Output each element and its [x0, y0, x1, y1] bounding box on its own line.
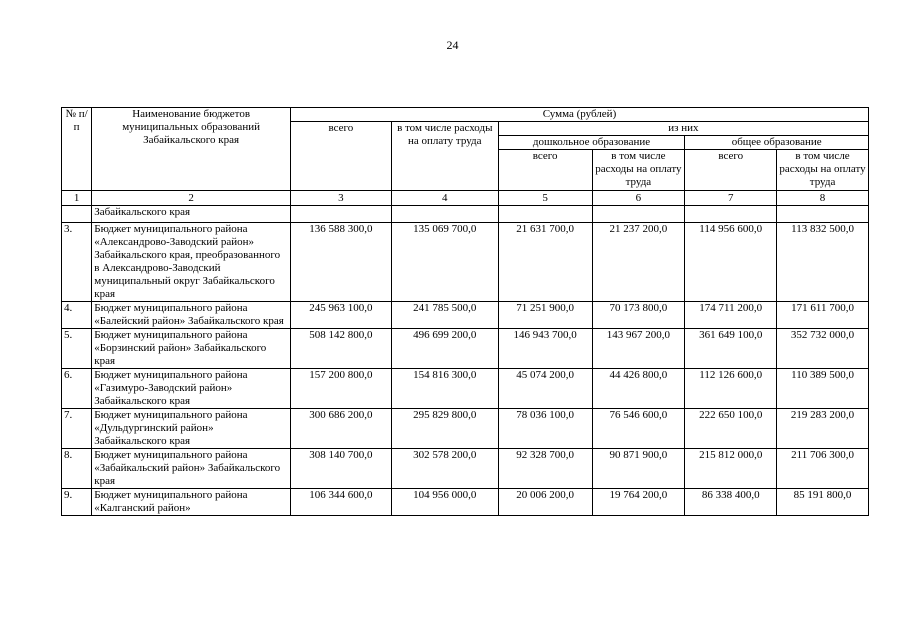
header-number: № п/п: [62, 108, 92, 191]
general-salary-cell: 352 732 000,0: [777, 329, 869, 369]
header-total: всего: [290, 122, 391, 191]
row-number: 3.: [62, 223, 92, 302]
municipality-name: Бюджет муниципального района «Газимуро-Заводский район» Забайкальского края: [92, 369, 291, 409]
column-number: 5: [498, 191, 592, 206]
preschool-total-cell: 78 036 100,0: [498, 409, 592, 449]
preschool-salary-cell: 19 764 200,0: [592, 489, 685, 516]
total-cell: 136 588 300,0: [290, 223, 391, 302]
table-row: [62, 223, 869, 302]
salary-cell: 135 069 700,0: [391, 223, 498, 302]
header-name: Наименование бюджетов муниципальных образований Забайкальского края: [92, 108, 291, 191]
general-salary-cell: 113 832 500,0: [777, 223, 869, 302]
general-total-cell: 174 711 200,0: [685, 302, 777, 329]
total-cell: 508 142 800,0: [290, 329, 391, 369]
column-number: 3: [290, 191, 391, 206]
header-of-which: из них: [498, 122, 868, 136]
preschool-total-cell: 92 328 700,0: [498, 449, 592, 489]
column-number: 8: [777, 191, 869, 206]
preschool-total-cell: 20 006 200,0: [498, 489, 592, 516]
general-total-cell: 361 649 100,0: [685, 329, 777, 369]
table-row: [62, 329, 869, 369]
column-number: 2: [92, 191, 291, 206]
header-general-salary: в том числе расходы на оплату труда: [777, 150, 869, 191]
preschool-total-cell: 45 074 200,0: [498, 369, 592, 409]
municipality-name: Бюджет муниципального района «Александрово-Заводский район» Забайкальского края, преобразованного в Александрово-Заводский муниципальный округ Забайкальского края: [92, 223, 291, 302]
column-number: 1: [62, 191, 92, 206]
column-number: 7: [685, 191, 777, 206]
page-number: 24: [446, 38, 459, 52]
salary-cell: 154 816 300,0: [391, 369, 498, 409]
row-number: 7.: [62, 409, 92, 449]
header-preschool-total: всего: [498, 150, 592, 191]
table-row: [62, 409, 869, 449]
header-sum: Сумма (рублей): [290, 108, 868, 122]
general-total-cell: 86 338 400,0: [685, 489, 777, 516]
table-row: [62, 449, 869, 489]
table-row: [62, 369, 869, 409]
municipality-name: Бюджет муниципального района «Дульдургинский район» Забайкальского края: [92, 409, 291, 449]
total-cell: 308 140 700,0: [290, 449, 391, 489]
row-number: 5.: [62, 329, 92, 369]
row-number: 4.: [62, 302, 92, 329]
municipality-name: Бюджет муниципального района «Балейский район» Забайкальского края: [92, 302, 291, 329]
preschool-salary-cell: 90 871 900,0: [592, 449, 685, 489]
salary-cell: 496 699 200,0: [391, 329, 498, 369]
table-row: [62, 489, 869, 516]
column-number: 6: [592, 191, 685, 206]
preschool-salary-cell: 76 546 600,0: [592, 409, 685, 449]
general-salary-cell: 85 191 800,0: [777, 489, 869, 516]
municipality-name: Бюджет муниципального района «Забайкальский район» Забайкальского края: [92, 449, 291, 489]
general-total-cell: 112 126 600,0: [685, 369, 777, 409]
municipality-name: Бюджет муниципального района «Калганский район»: [92, 489, 291, 516]
preschool-salary-cell: 21 237 200,0: [592, 223, 685, 302]
general-salary-cell: 110 389 500,0: [777, 369, 869, 409]
continuation-row: [62, 206, 869, 223]
header-incl-salary: в том числе расходы на оплату труда: [391, 122, 498, 191]
header-general-total: всего: [685, 150, 777, 191]
salary-cell: 241 785 500,0: [391, 302, 498, 329]
total-cell: 245 963 100,0: [290, 302, 391, 329]
total-cell: 157 200 800,0: [290, 369, 391, 409]
preschool-total-cell: 146 943 700,0: [498, 329, 592, 369]
row-number: 6.: [62, 369, 92, 409]
general-salary-cell: 219 283 200,0: [777, 409, 869, 449]
general-salary-cell: 211 706 300,0: [777, 449, 869, 489]
header-preschool: дошкольное образование: [498, 136, 685, 150]
total-cell: 106 344 600,0: [290, 489, 391, 516]
preschool-total-cell: 21 631 700,0: [498, 223, 592, 302]
row-number: 8.: [62, 449, 92, 489]
preschool-salary-cell: 143 967 200,0: [592, 329, 685, 369]
general-salary-cell: 171 611 700,0: [777, 302, 869, 329]
salary-cell: 302 578 200,0: [391, 449, 498, 489]
header-general: общее образование: [685, 136, 869, 150]
general-total-cell: 222 650 100,0: [685, 409, 777, 449]
continuation-text: Забайкальского края: [92, 206, 291, 223]
total-cell: 300 686 200,0: [290, 409, 391, 449]
row-number: 9.: [62, 489, 92, 516]
municipality-name: Бюджет муниципального района «Борзинский район» Забайкальского края: [92, 329, 291, 369]
preschool-salary-cell: 70 173 800,0: [592, 302, 685, 329]
preschool-salary-cell: 44 426 800,0: [592, 369, 685, 409]
table-row: [62, 302, 869, 329]
general-total-cell: 114 956 600,0: [685, 223, 777, 302]
salary-cell: 295 829 800,0: [391, 409, 498, 449]
header-preschool-salary: в том числе расходы на оплату труда: [592, 150, 685, 191]
general-total-cell: 215 812 000,0: [685, 449, 777, 489]
budget-table: [61, 107, 869, 516]
salary-cell: 104 956 000,0: [391, 489, 498, 516]
column-number: 4: [391, 191, 498, 206]
preschool-total-cell: 71 251 900,0: [498, 302, 592, 329]
